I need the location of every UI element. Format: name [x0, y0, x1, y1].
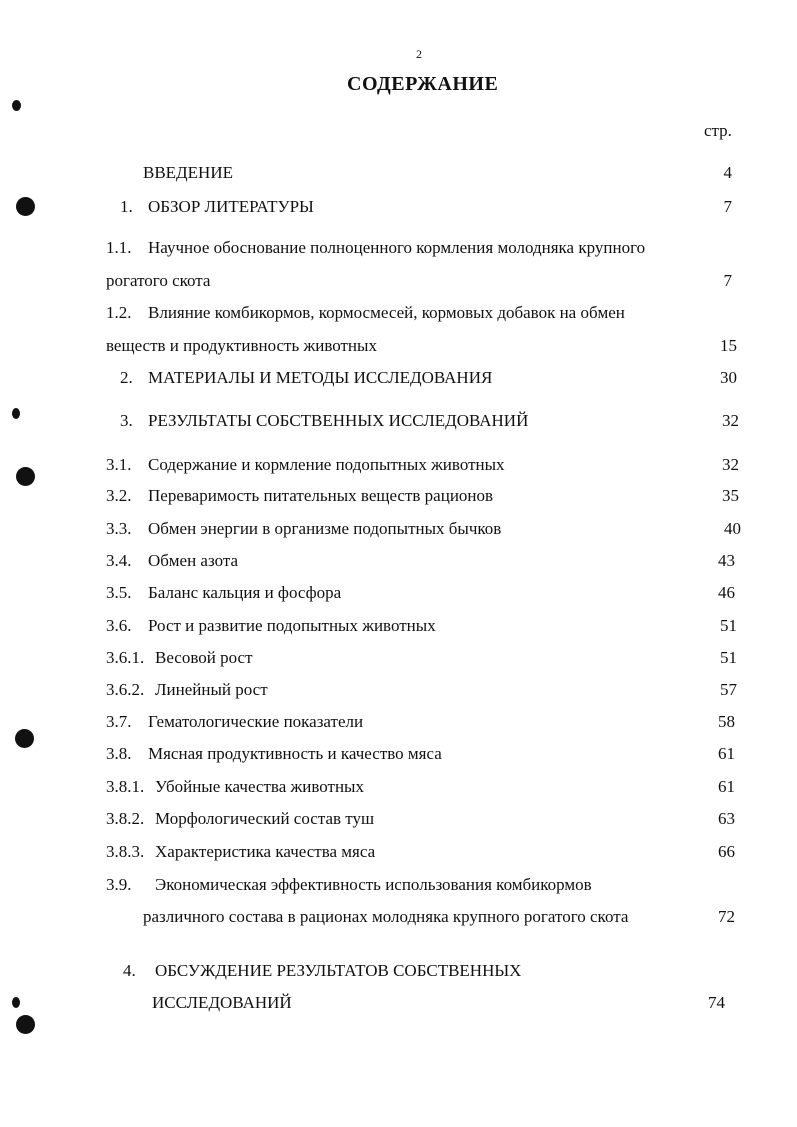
toc-entry-number: 3.8.2.	[106, 809, 145, 828]
toc-entry-title: Линейный рост	[155, 680, 268, 699]
toc-entry-title: Обмен энергии в организме подопытных бычков	[148, 519, 502, 538]
toc-entry-number: 3.2.	[106, 486, 132, 505]
toc-entry-page: 61	[718, 744, 735, 763]
toc-entry-title-continued: веществ и продуктивность животных	[106, 336, 377, 355]
binder-hole-mark	[16, 467, 35, 486]
toc-entry-title: Переваримость питательных веществ рационов	[148, 486, 494, 505]
toc-entry-title: МАТЕРИАЛЫ И МЕТОДЫ ИССЛЕДОВАНИЯ	[148, 368, 493, 387]
toc-entry-page: 66	[718, 842, 735, 861]
toc-entry-number: 3.6.1.	[106, 648, 145, 667]
toc-entry-number: 1.	[120, 197, 133, 216]
toc-entry-number: 3.6.2.	[106, 680, 145, 699]
toc-entry-page: 51	[720, 616, 737, 635]
binder-hole-mark	[16, 1015, 35, 1034]
toc-entry-page: 30	[720, 368, 737, 387]
toc-entry-title: Экономическая эффективность использования комбикормов	[155, 875, 592, 894]
toc-entry-page: 57	[720, 680, 737, 699]
toc-entry-page: 32	[722, 455, 739, 474]
toc-entry-title: Убойные качества животных	[155, 777, 364, 796]
binder-hole-mark	[15, 729, 34, 748]
toc-entry-page: 72	[718, 907, 735, 926]
toc-entry-title: Мясная продуктивность и качество мяса	[148, 744, 442, 763]
page-title: СОДЕРЖАНИЕ	[347, 73, 499, 95]
toc-entry-number: 4.	[123, 961, 136, 980]
toc-entry-page: 43	[718, 551, 735, 570]
toc-entry-title: РЕЗУЛЬТАТЫ СОБСТВЕННЫХ ИССЛЕДОВАНИЙ	[148, 411, 529, 430]
toc-entry-title: Баланс кальция и фосфора	[148, 583, 342, 602]
toc-entry-number: 3.3.	[106, 519, 132, 538]
toc-entry-number: 1.1.	[106, 238, 132, 257]
toc-entry-page: 40	[724, 519, 741, 538]
toc-entry-title: Гематологические показатели	[148, 712, 364, 731]
toc-entry-page: 63	[718, 809, 735, 828]
toc-entry-title-continued: различного состава в рационах молодняка крупного рогатого скота	[143, 907, 629, 926]
binder-hole-mark	[16, 197, 35, 216]
toc-entry-page: 7	[723, 271, 732, 290]
toc-entry-page: 61	[718, 777, 735, 796]
page-number: 2	[416, 47, 422, 61]
toc-entry-title: Научное обоснование полноценного кормления молодняка крупного	[148, 238, 646, 257]
binder-hole-mark	[12, 997, 20, 1008]
toc-entry-number: 3.6.	[106, 616, 132, 635]
toc-entry-page: 4	[723, 163, 732, 182]
toc-entry-number: 3.9.	[106, 875, 132, 894]
toc-entry-title: Характеристика качества мяса	[155, 842, 376, 861]
toc-entry-page: 58	[718, 712, 735, 731]
toc-entry-title: Весовой рост	[155, 648, 253, 667]
toc-entry-page: 15	[720, 336, 737, 355]
toc-entry-number: 3.8.	[106, 744, 132, 763]
toc-entry-number: 3.5.	[106, 583, 132, 602]
toc-entry-page: 32	[722, 411, 739, 430]
toc-entry-number: 3.7.	[106, 712, 132, 731]
toc-entry-title: ВВЕДЕНИЕ	[143, 163, 233, 182]
toc-entry-number: 3.	[120, 411, 133, 430]
toc-entry-title: Рост и развитие подопытных животных	[148, 616, 436, 635]
toc-entry-number: 3.8.1.	[106, 777, 145, 796]
binder-hole-mark	[12, 408, 20, 419]
toc-entry-number: 3.1.	[106, 455, 132, 474]
toc-entry-page: 51	[720, 648, 737, 667]
page-column-label: стр.	[704, 121, 732, 140]
toc-entry-page: 46	[718, 583, 735, 602]
toc-entry-page: 7	[723, 197, 732, 216]
toc-entry-number: 2.	[120, 368, 133, 387]
toc-entry-title: Морфологический состав туш	[155, 809, 375, 828]
toc-entry-title: Содержание и кормление подопытных животных	[148, 455, 505, 474]
toc-entry-title-continued: ИССЛЕДОВАНИЙ	[152, 993, 292, 1012]
binder-hole-mark	[12, 100, 21, 111]
toc-entry-number: 3.8.3.	[106, 842, 145, 861]
toc-entry-page: 35	[722, 486, 739, 505]
toc-entry-number: 1.2.	[106, 303, 132, 322]
toc-entry-title: Влияние комбикормов, кормосмесей, кормовых добавок на обмен	[148, 303, 625, 322]
toc-entry-title: ОБСУЖДЕНИЕ РЕЗУЛЬТАТОВ СОБСТВЕННЫХ	[155, 961, 522, 980]
toc-entry-title-continued: рогатого скота	[106, 271, 211, 290]
toc-entry-page: 74	[708, 993, 725, 1012]
toc-entry-number: 3.4.	[106, 551, 132, 570]
toc-entry-title: Обмен азота	[148, 551, 239, 570]
toc-entry-title: ОБЗОР ЛИТЕРАТУРЫ	[148, 197, 314, 216]
